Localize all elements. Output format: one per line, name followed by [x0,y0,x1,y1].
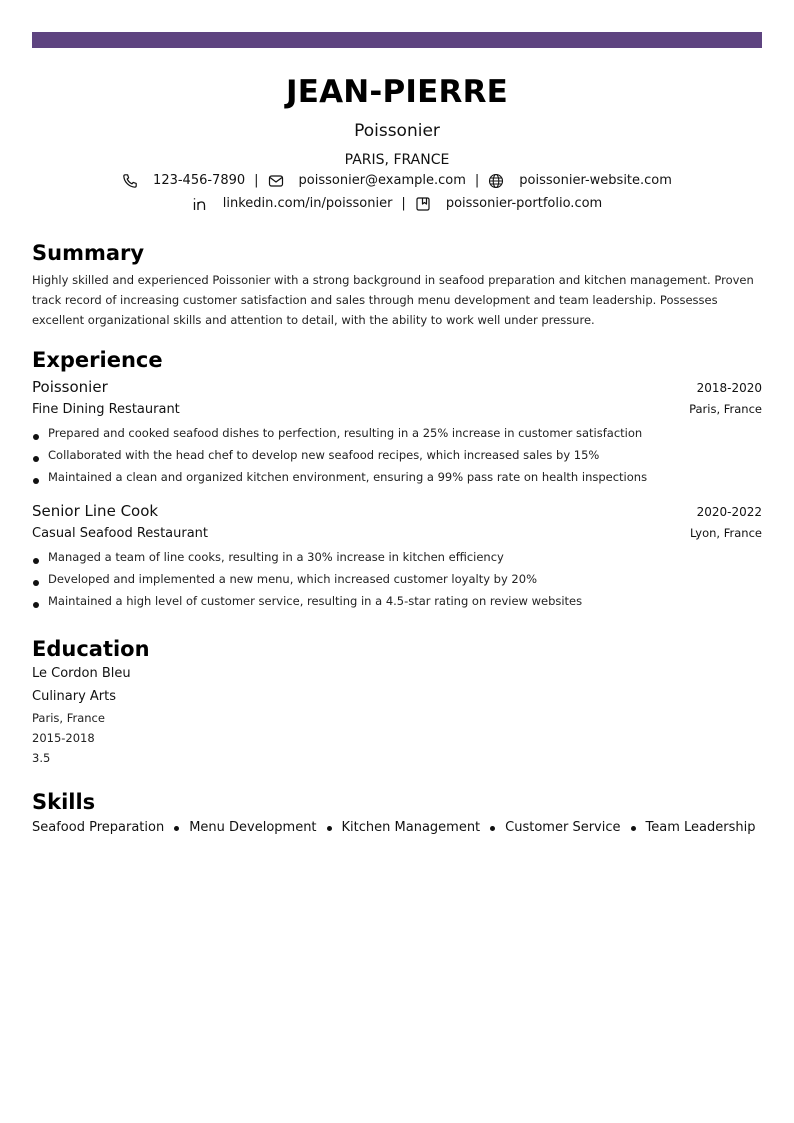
education-school: Le Cordon Bleu [32,666,131,681]
contact-separator: | [254,173,259,188]
linkedin-icon [192,196,208,212]
summary-text: Highly skilled and experienced Poissonier with a strong background in seafood preparation and kitchen management. Proven track record of increasing customer satisfaction and sales through menu development and team leadership. Possesses excellent organizational skills and attention to detail, with the ability to work well under pressure. [32,273,754,327]
globe-icon [488,173,504,189]
education-dates: 2015-2018 [32,731,95,745]
contact-row-primary [32,172,762,190]
skill-separator-dot [174,826,179,831]
linkedin-link[interactable]: linkedin.com/in/poissonier [222,196,393,211]
job-bullets [32,546,762,612]
skill-separator-dot [631,826,636,831]
experience-heading: Experience [32,348,163,372]
skills-heading: Skills [32,790,96,814]
skill-separator-dot [327,826,332,831]
candidate-name: JEAN-PIERRE [285,74,509,110]
contact-separator: | [401,196,406,211]
skill-item: Customer Service [505,820,621,835]
skill-item: Menu Development [189,820,317,835]
skill-item: Team Leadership [645,820,756,835]
skill-separator-dot [490,826,495,831]
job-role: Senior Line Cook [32,502,159,520]
portfolio-link[interactable]: poissonier-portfolio.com [445,196,603,211]
job-bullet: Prepared and cooked seafood dishes to perfection, resulting in a 25% increase in customer satisfaction [32,422,762,444]
job-dates: 2020-2022 [696,505,762,519]
job-bullets [32,422,762,488]
email-icon [268,173,284,189]
job-bullet: Developed and implemented a new menu, which increased customer loyalty by 20% [32,568,762,590]
job-bullet: Maintained a high level of customer service, resulting in a 4.5-star rating on review websites [32,590,762,612]
contact-row-secondary [32,195,762,213]
skills-list [32,818,762,838]
accent-bar [32,32,762,48]
phone-icon [122,173,138,189]
job-dates: 2018-2020 [696,381,762,395]
job-location: Paris, France [689,402,762,416]
skills-section [32,789,762,838]
education-program: Culinary Arts [32,689,117,704]
job-company: Fine Dining Restaurant [32,402,180,417]
job-bullet: Maintained a clean and organized kitchen environment, ensuring a 99% pass rate on health inspections [32,466,762,488]
candidate-title: Poissonier [354,121,440,141]
resume-header [32,72,762,213]
email-link[interactable]: poissonier@example.com [298,173,466,188]
experience-section [32,347,762,612]
job-company: Casual Seafood Restaurant [32,526,209,541]
education-location: Paris, France [32,711,105,725]
skill-item: Kitchen Management [341,820,481,835]
skill-item: Seafood Preparation [32,820,165,835]
education-section [32,636,762,768]
job-entry [32,377,762,488]
contact-separator: | [474,173,480,188]
job-bullet: Collaborated with the head chef to develop new seafood recipes, which increased sales by 15% [32,444,762,466]
portfolio-icon [415,196,431,212]
education-heading: Education [32,637,150,661]
job-role: Poissonier [32,378,108,396]
summary-section [32,240,762,330]
summary-heading: Summary [32,241,145,265]
education-gpa: 3.5 [32,751,51,765]
job-location: Lyon, France [689,526,762,540]
job-bullet: Managed a team of line cooks, resulting in a 30% increase in kitchen efficiency [32,546,762,568]
phone-link[interactable]: 123-456-7890 [153,173,246,188]
job-entry [32,501,762,612]
website-link[interactable]: poissonier-website.com [519,173,672,188]
candidate-location: PARIS, FRANCE [344,152,450,168]
